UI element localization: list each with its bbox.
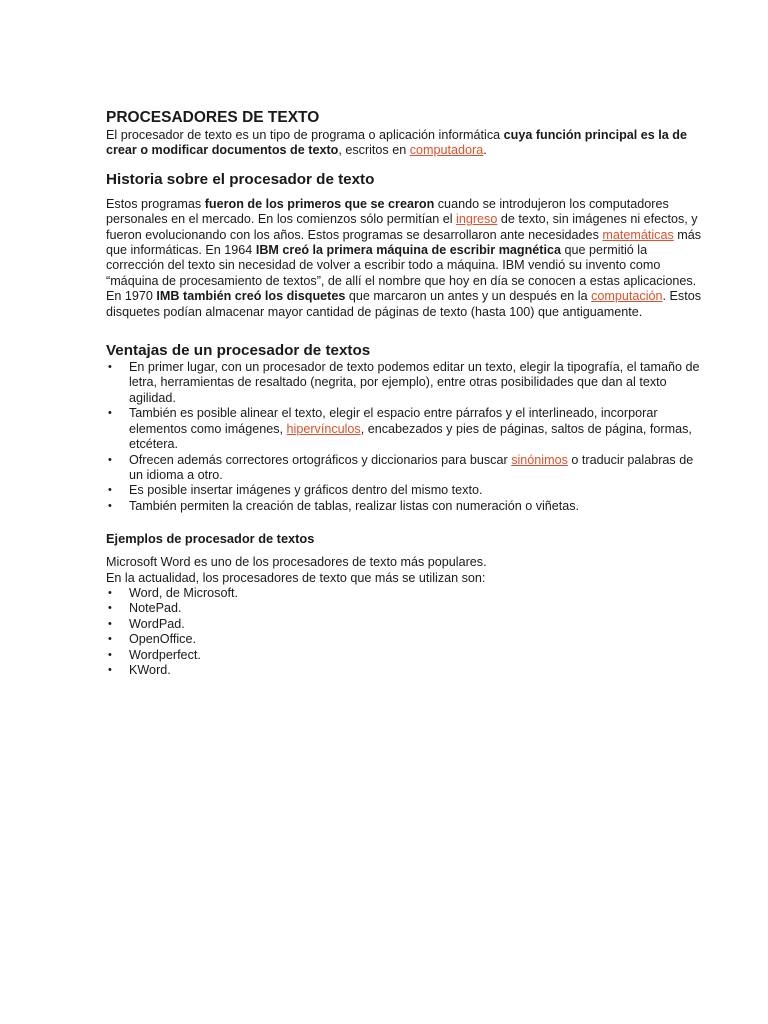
- historia-bold: IBM creó la primera máquina de escribir magnética: [255, 243, 561, 258]
- intro-text: , escritos en: [338, 143, 410, 158]
- list-item-text: , encabezados y pies de páginas, saltos de página, formas, etcétera.: [129, 421, 692, 452]
- bullet-icon: •: [108, 484, 112, 497]
- list-item: [106, 406, 708, 452]
- list-item: [106, 601, 708, 616]
- section-heading-historia: Historia sobre el procesador de texto: [106, 170, 375, 188]
- ejemplos-line: En la actualidad, los procesadores de texto que más se utilizan son:: [106, 570, 486, 585]
- ejemplos-line: Microsoft Word es uno de los procesadores de texto más populares.: [106, 555, 487, 570]
- historia-text: cuando se introdujeron los computadores personales en el mercado. En los comienzos sólo permitían el: [106, 196, 669, 227]
- link-hipervinculos[interactable]: hipervínculos: [286, 421, 361, 436]
- list-item-text: También es posible alinear el texto, elegir el espacio entre párrafos y el interlineado, incorporar elementos como imágenes,: [129, 406, 658, 436]
- intro-bold: cuya función principal es la de crear o modificar documentos de texto: [106, 128, 688, 158]
- list-item-text: Ofrecen además correctores ortográficos y diccionarios para buscar: [129, 452, 512, 467]
- bullet-icon: •: [108, 602, 112, 615]
- link-ingreso[interactable]: ingreso: [456, 212, 498, 227]
- list-item-text: KWord.: [129, 662, 171, 677]
- list-item: [106, 663, 708, 678]
- list-item-text: WordPad.: [129, 616, 185, 631]
- historia-text: . Estos disquetes podían almacenar mayor cantidad de páginas de texto (hasta 100) que antiguamente.: [106, 289, 702, 319]
- historia-paragraph: [106, 197, 708, 320]
- historia-bold: fueron de los primeros que se crearon: [204, 196, 435, 211]
- list-item: [106, 586, 708, 601]
- link-matematicas[interactable]: matemáticas: [602, 227, 674, 242]
- historia-text: que marcaron un antes y un después en la: [345, 289, 592, 304]
- list-item-text: En primer lugar, con un procesador de texto podemos editar un texto, elegir la tipografía, el tamaño de letra, herramientas de resaltado (negrita, por ejemplo), entre otras posibilidades que dan al texto agilidad.: [129, 360, 700, 405]
- page-title: PROCESADORES DE TEXTO: [106, 109, 320, 126]
- section-heading-ventajas: Ventajas de un procesador de textos: [106, 342, 371, 360]
- historia-text: de texto, sin imágenes ni efectos, y fueron evolucionando con los años. Estos programas se desarrollaron ante necesidades: [106, 212, 698, 242]
- bullet-icon: •: [108, 407, 112, 420]
- bullet-icon: •: [108, 453, 112, 466]
- list-item-text: NotePad.: [129, 601, 182, 616]
- list-item: [106, 453, 708, 484]
- bullet-icon: •: [108, 586, 112, 599]
- intro-text: .: [483, 143, 487, 158]
- link-computacion[interactable]: computación: [591, 289, 663, 304]
- list-item: [106, 617, 708, 632]
- bullet-icon: •: [108, 617, 112, 630]
- historia-text: más que informáticas. En 1964: [106, 227, 702, 258]
- section-heading-ejemplos: Ejemplos de procesador de textos: [106, 531, 315, 547]
- list-item: [106, 648, 708, 663]
- intro-text: El procesador de texto es un tipo de programa o aplicación informática: [106, 128, 504, 142]
- ejemplos-list: [106, 586, 708, 678]
- bullet-icon: •: [108, 633, 112, 646]
- list-item: [106, 499, 708, 514]
- intro-paragraph: [106, 128, 708, 159]
- list-item-text: o traducir palabras de un idioma a otro.: [129, 452, 694, 482]
- ejemplos-paragraph: [106, 555, 708, 586]
- list-item-text: Word, de Microsoft.: [129, 585, 238, 600]
- bullet-icon: •: [108, 648, 112, 661]
- list-item: [106, 360, 708, 406]
- bullet-icon: •: [108, 361, 112, 374]
- list-item-text: Es posible insertar imágenes y gráficos dentro del mismo texto.: [129, 483, 483, 498]
- list-item-text: También permiten la creación de tablas, realizar listas con numeración o viñetas.: [129, 498, 580, 513]
- list-item-text: Wordperfect.: [129, 647, 201, 662]
- historia-bold: IMB también creó los disquetes: [156, 289, 346, 304]
- historia-text: Estos programas: [106, 196, 205, 211]
- link-sinonimos[interactable]: sinónimos: [511, 452, 568, 467]
- list-item: [106, 632, 708, 647]
- historia-text: que permitió la corrección del texto sin necesidad de volver a escribir todo a máquina. IBM vendió su invento como “máquina de procesamiento de textos”, de allí el nombre que hoy en día se conocen a estas aplicaciones. En 1970: [106, 243, 697, 304]
- ventajas-list: [106, 360, 708, 514]
- list-item: [106, 483, 708, 498]
- bullet-icon: •: [108, 663, 112, 676]
- link-computadora[interactable]: computadora: [409, 143, 484, 158]
- list-item-text: OpenOffice.: [129, 632, 196, 647]
- bullet-icon: •: [108, 499, 112, 512]
